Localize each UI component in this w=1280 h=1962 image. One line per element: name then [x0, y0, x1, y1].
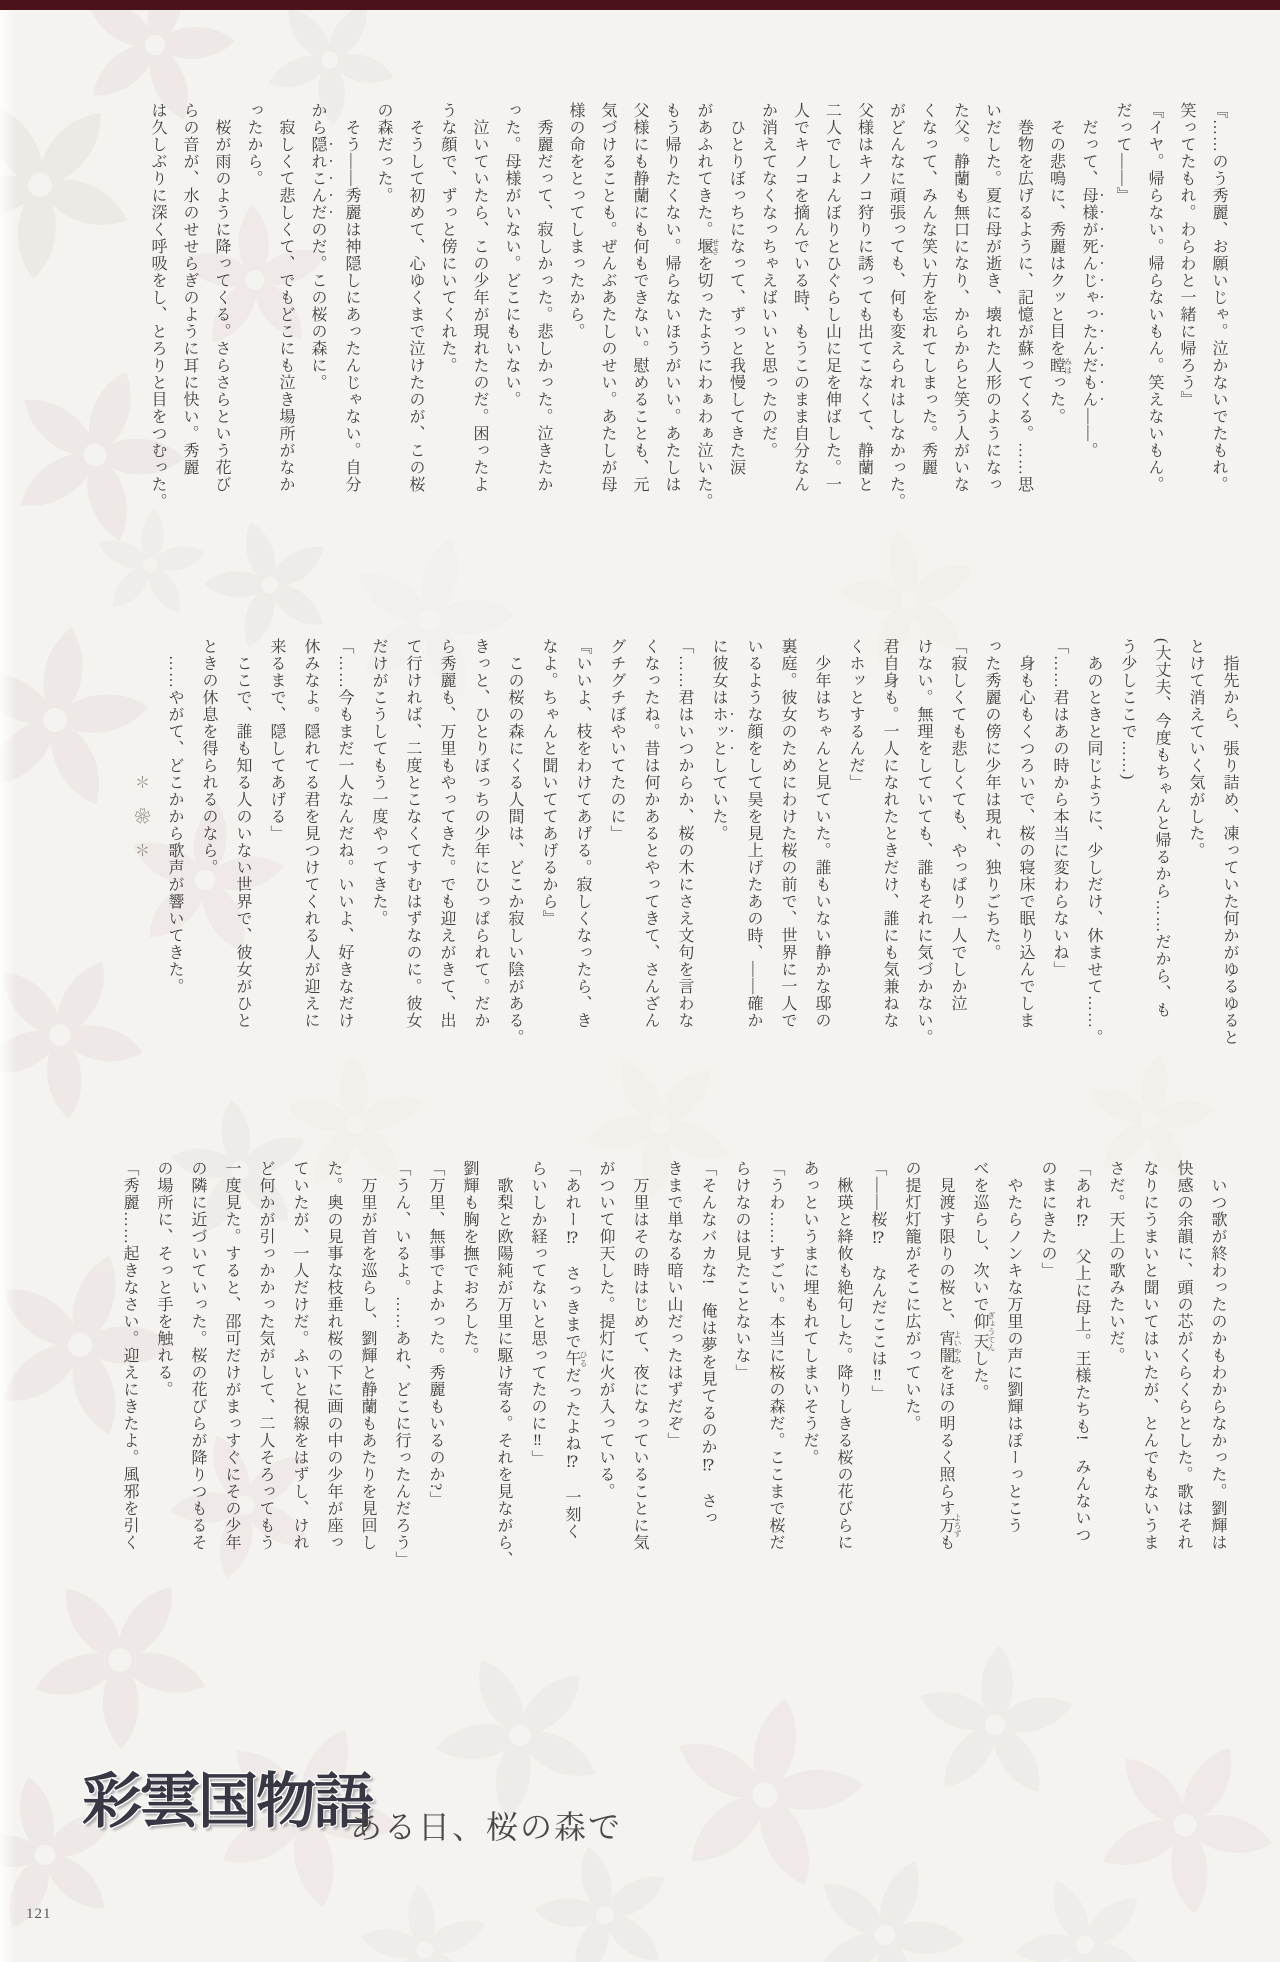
text-column: た。奥の見事な枝垂れ桜の下に画の中の少年が座っ: [325, 1160, 342, 1551]
text-column: 楸瑛と絳攸も絶句した。降りしきる桜の花びらに: [835, 1160, 852, 1551]
text-column: ど何かが引っかかった気がして、二人そろってもう: [257, 1160, 274, 1551]
text-column: ときの休息を得られるのなら。: [200, 638, 217, 876]
page-top-edge: [0, 0, 1280, 10]
text-column: くなったね。昔は何かあるとやってきて、さんざん: [642, 638, 659, 1029]
text-column: 一度見た。すると、邵可だけがまっすぐにその少年: [223, 1160, 240, 1551]
text-column: いるような顔をして昊を見上げたあの時、――確か: [745, 638, 762, 1029]
text-column: いつ歌が終わったのかもわからなかった。劉輝は: [1209, 1160, 1226, 1551]
text-column: 二人でしょんぼりとひぐらし山に足を伸ばした。一: [823, 102, 841, 493]
text-column: 万里が首を巡らし、劉輝と静蘭もあたりを見回し: [359, 1160, 376, 1551]
text-column: 人でキノコを摘んでいる時、もうこのまま自分なん: [791, 102, 809, 493]
text-column: だけがこうしてもう一度やってきた。: [370, 638, 387, 927]
text-column: うな顔で、ずっと傍にいてくれた。: [439, 102, 456, 374]
text-column: 「秀麗……起きなさい。迎えにきたよ。風邪を引く: [121, 1160, 138, 1551]
text-column: ら秀麗も、万里もやってきた。でも迎えがきて、出: [438, 638, 455, 1029]
text-column: 指先から、張り詰め、凍っていた何かがゆるゆると: [1221, 638, 1238, 1046]
text-column: とけて消えていく気がした。: [1187, 638, 1204, 859]
text-column: 万里はその時はじめて、夜になっていることに気: [631, 1160, 648, 1551]
text-column: さだ。天上の歌みたいだ。: [1107, 1160, 1124, 1364]
text-column: ったから。: [245, 102, 262, 187]
page-left-edge: [0, 0, 16, 1962]
text-column: 「うん、いるよ。……あれ、どこに行ったんだろう」: [393, 1160, 410, 1568]
text-column: グチグチぼやいてたのに」: [608, 638, 625, 842]
text-column: ひとりぼっちになって、ずっと我慢してきた涙: [727, 102, 745, 476]
text-column: 「――桜⁉ なんだここは‼」: [869, 1160, 886, 1402]
text-column: 気づけることも。ぜんぶあたしのせい。あたしが母: [599, 102, 616, 493]
text-block-1: [132, 102, 1234, 522]
text-column: あっというまに埋もれてしまいそうだ。: [801, 1160, 818, 1466]
text-column: 休みなよ。隠れてる君を見つけてくれる人が迎えに: [302, 638, 319, 1029]
story-title: ある日、桜の森で: [350, 1809, 623, 1845]
text-column: あのときと同じように、少しだけ、休ませて……。: [1085, 638, 1102, 1046]
text-column: やたらノンキな万里の声に劉輝はぽーっとこう: [1005, 1160, 1022, 1534]
text-column: の隣に近づいていった。桜の花びらが降りつもるそ: [189, 1160, 206, 1551]
text-column: (大丈夫、今度もちゃんと帰るから……だから、も: [1153, 638, 1170, 1019]
text-column: 「……君はいつからか、桜の木にさえ文句を言わな: [676, 638, 693, 1029]
text-column: 様の命をとってしまったから。: [567, 102, 584, 340]
text-column: 秀麗だって、寂しかった。悲しかった。泣きたか: [535, 102, 552, 493]
text-column: その悲鳴に、秀麗はクッと目を瞠 みはった。: [1047, 102, 1073, 425]
text-column: て行ければ、二度とこなくてすむはずなのに。彼女: [404, 638, 421, 1029]
text-column: がどんなに頑張っても、何も変えられはしなかった。: [887, 102, 905, 510]
text-column: がついて仰天した。提灯に火が入っている。: [597, 1160, 614, 1500]
text-column: 『……のう秀麗、お願いじゃ。泣かないでたもれ。: [1210, 102, 1227, 493]
text-column: 「そんなバカな! 俺は夢を見てるのか⁉ さっ: [699, 1160, 716, 1527]
text-column: 「寂しくても悲しくても、やっぱり一人でしか泣: [949, 638, 966, 1012]
text-column: 桜が雨のように降ってくる。さらさらという花び: [213, 102, 230, 493]
text-column: ここで、誰も知る人のいない世界で、彼女がひと: [234, 638, 251, 1029]
text-column: 身も心もくつろいで、桜の寝床で眠り込んでしま: [1017, 638, 1034, 1029]
series-logo: 彩雲国物語: [82, 1768, 372, 1835]
text-block-3: [112, 1160, 1234, 1638]
text-column: 快感の余韻に、頭の芯がくらくらとした。歌はそれ: [1175, 1160, 1192, 1551]
text-column: ていたが、一人だけだ。ふいと視線をはずし、けれ: [291, 1160, 308, 1551]
text-column: のまにきたの」: [1039, 1160, 1056, 1279]
text-column: べを巡らし、次いで仰天 ぎょうてんした。: [971, 1160, 996, 1401]
text-column: から隠れこんだのだ。この桜の森に。: [309, 102, 326, 391]
text-column: らけなのは見たことないな」: [733, 1160, 750, 1381]
text-column: ……やがて、どこかから歌声が響いてきた。: [166, 638, 183, 995]
scene-break-ornament: ✽ ❀ ✽: [132, 638, 149, 859]
text-column: 君自身も。一人になれたときだけ、誰にも気兼ねな: [881, 638, 898, 1029]
text-column: 寂しくて悲しくて、でもどこにも泣き場所がなか: [277, 102, 294, 493]
text-column: った。母様がいない。どこにもいない。: [503, 102, 520, 408]
text-column: らいしか経ってないと思ってたのに‼」: [529, 1160, 546, 1467]
text-column: 「……君はあの時から本当に変わらないね」: [1051, 638, 1068, 978]
text-column: 「万里、無事でよかった。秀麗もいるのか?」: [427, 1160, 444, 1509]
text-column: 笑ってたもれ。わらわと一緒に帰ろう』: [1178, 102, 1195, 408]
page-number: 121: [26, 1906, 52, 1922]
text-column: なりにうまいと聞いてはいたが、とんでもないうま: [1141, 1160, 1158, 1551]
text-column: 泣いていたら、この少年が現れたのだ。困ったよ: [471, 102, 488, 493]
text-column: もう帰りたくない。帰らないほうがいい。あたしは: [663, 102, 680, 493]
text-column: くなって、みんな笑い方を忘れてしまった。秀麗: [919, 102, 937, 476]
text-column: きっと、ひとりぼっちの少年にひっぱられて。だか: [472, 638, 489, 1029]
text-column: 歌梨と欧陽純が万里に駆け寄る。それを見ながら、: [495, 1160, 512, 1568]
text-column: だって、母様が死んじゃったんだもん――。: [1080, 102, 1097, 459]
text-column: の提灯灯籠がそこに広がっていた。: [903, 1160, 920, 1432]
text-column: た父。静蘭も無口になり、からからと笑う人がいな: [951, 102, 969, 493]
text-column: 「うわ……すごい。本当に桜の森だ。ここまで桜だ: [767, 1160, 784, 1551]
text-column: 『いいよ、枝をわけてあげる。寂しくなったら、き: [574, 638, 591, 1029]
text-column: 巻物を広げるように、記憶が蘇ってくる。……思: [1015, 102, 1033, 493]
text-column: 「あれ⁉ 父上に母上。王様たちも! みんないつ: [1073, 1160, 1090, 1544]
text-column: この桜の森にくる人間は、どこか寂しい陰がある。: [506, 638, 523, 1046]
text-column: か消えてなくなっちゃえばいいと思ったのだ。: [759, 102, 777, 459]
text-column: けない。無理をしていても、誰もそれに気づかない。: [915, 638, 932, 1046]
text-block-2: [118, 638, 1246, 1100]
text-column: は久しぶりに深く呼吸をし、とろりと目をつむった。: [149, 102, 166, 510]
text-column: だって――』: [1114, 102, 1131, 204]
text-column: そうして初めて、心ゆくまで泣けたのが、この桜: [407, 102, 424, 493]
text-column: 裏庭。彼女のためにわけた桜の前で、世界に一人で: [779, 638, 796, 1029]
text-column: らの音が、水のせせらぎのように耳に快い。秀麗: [181, 102, 198, 476]
text-column: 「あれー⁉ さっきまで午 ひるだったよね⁉ 一刻く: [563, 1160, 588, 1540]
text-column: いだした。夏に母が逝き、壊れた人形のようになっ: [983, 102, 1001, 493]
text-column: 少年はちゃんと見ていた。誰もいない静かな邸の: [813, 638, 830, 1029]
text-column: 劉輝も胸を撫でおろした。: [461, 1160, 478, 1364]
text-column: に彼女はホッとしていた。: [710, 638, 727, 842]
text-column: 見渡す限りの桜と、宵闇 よいやみをほの明るく照らす万 よろずも: [937, 1160, 962, 1551]
text-column: 父様はキノコ狩りに誘っても出てこなくて、静蘭と: [855, 102, 873, 493]
text-column: そう――秀麗は神隠しにあったんじゃない。自分: [343, 102, 360, 493]
text-column: なよ。ちゃんと聞いててあげるから』: [540, 638, 557, 927]
text-column: 来るまで、隠してあげる」: [268, 638, 285, 842]
text-column: の森だった。: [375, 102, 392, 204]
text-column: があふれてきた。堰 せきを切ったようにわぁわぁ泣いた。: [695, 102, 720, 510]
text-column: の場所に、そっと手を触れる。: [155, 1160, 172, 1398]
text-column: 「……今もまだ一人なんだね。いいよ、好きなだけ: [336, 638, 353, 1029]
text-column: う少しここで……): [1119, 638, 1136, 781]
text-column: 父様にも静蘭にも何もできない。慰めることも、元: [631, 102, 648, 493]
text-column: 『イヤ。帰らない。帰らないもん。笑えないもん。: [1146, 102, 1163, 493]
text-column: きまで単なる暗い山だったはずだぞ」: [665, 1160, 682, 1449]
text-column: くホッとするんだ」: [847, 638, 864, 791]
text-column: った秀麗の傍に少年は現れ、独りごちた。: [983, 638, 1000, 961]
